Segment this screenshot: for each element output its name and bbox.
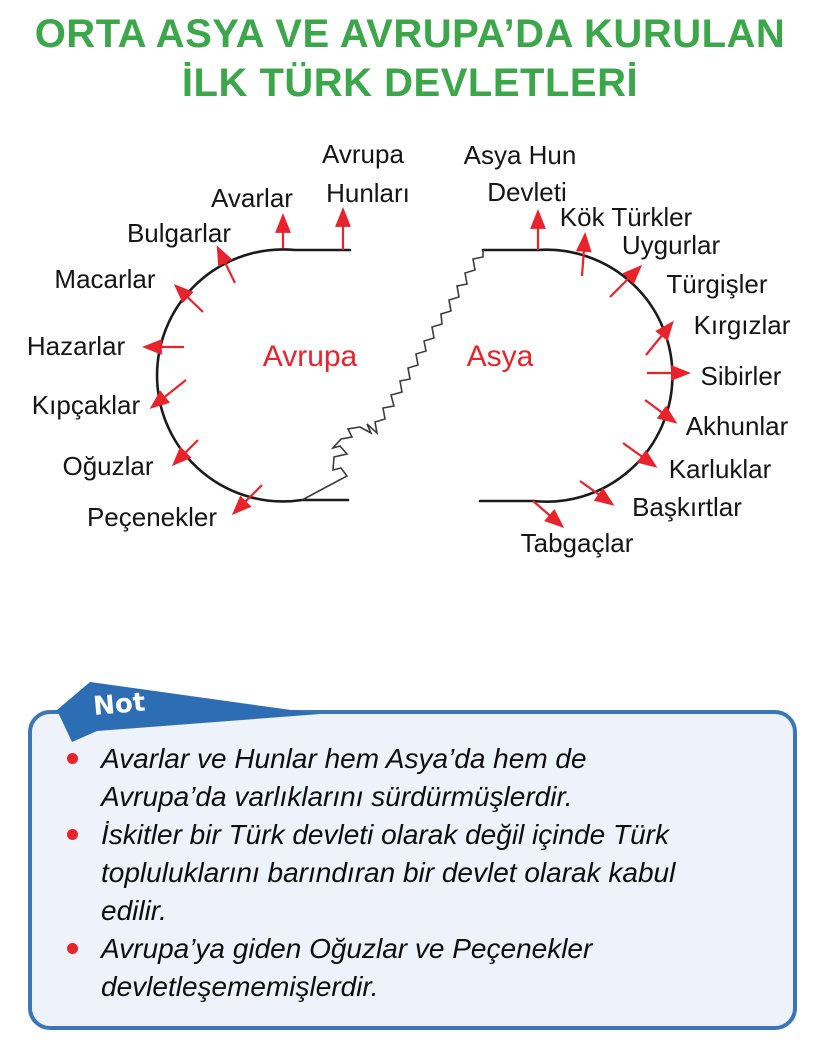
note-content <box>65 740 695 1006</box>
bullet-icon <box>67 753 78 764</box>
asia-region-label: Asya <box>466 340 534 373</box>
note-item <box>65 740 695 816</box>
label-asya-hun-line1: Asya Hun <box>463 140 577 170</box>
label-avrupa-hunlari-line2: Hunları <box>326 178 410 208</box>
label-macarlar: Macarlar <box>54 264 156 294</box>
label-akhunlar: Akhunlar <box>685 411 789 441</box>
label-uygurlar: Uygurlar <box>621 230 721 260</box>
label-turgisler: Türgişler <box>666 269 768 299</box>
tear-edge <box>302 250 483 500</box>
asia-half-shape <box>480 250 672 502</box>
label-oguzlar: Oğuzlar <box>62 451 154 481</box>
arrow-tabgaclar <box>533 501 562 526</box>
note-item <box>65 816 695 930</box>
bullet-icon <box>67 943 78 954</box>
label-karluklar: Karluklar <box>668 454 772 484</box>
label-avrupa-hunlari-line1: Avrupa <box>322 139 404 169</box>
note-item-text: İskitler bir Türk devleti olarak değil içinde Türk topluluklarını barındıran bir devlet olarak kabul edilir. <box>101 819 676 926</box>
label-bulgarlar: Bulgarlar <box>126 218 232 248</box>
arrow-uygurlar <box>610 267 640 297</box>
note-banner <box>40 670 340 750</box>
europe-region-label: Avrupa <box>262 340 358 373</box>
label-asya-hun-line2: Devleti <box>487 177 567 207</box>
europe-half-shape <box>157 249 350 501</box>
page-title <box>0 10 820 108</box>
note-item-text: Avrupa’ya giden Oğuzlar ve Peçenekler devletleşememişlerdir. <box>101 933 593 1002</box>
arrow-baskirtlar <box>580 481 612 504</box>
label-pecenekler: Peçenekler <box>86 502 218 532</box>
arrow-kok-turkler <box>582 235 585 276</box>
label-sibirler: Sibirler <box>700 361 782 391</box>
label-hazarlar: Hazarlar <box>26 331 126 361</box>
label-baskirtlar: Başkırtlar <box>632 492 742 522</box>
label-kirgizlar: Kırgızlar <box>693 310 791 340</box>
note-item <box>65 930 695 1006</box>
label-avarlar: Avarlar <box>211 183 293 213</box>
label-kok-turkler: Kök Türkler <box>559 202 693 232</box>
bullet-icon <box>67 829 78 840</box>
page-title-line2: İLK TÜRK DEVLETLERİ <box>181 61 639 105</box>
page-title-line1: ORTA ASYA VE AVRUPA’DA KURULAN <box>34 12 786 56</box>
label-kipcaklar: Kıpçaklar <box>31 390 141 420</box>
note-item-text: Avarlar ve Hunlar hem Asya’da hem de Avrupa’da varlıklarını sürdürmüşlerdir. <box>101 743 587 812</box>
torn-circle-diagram <box>0 128 820 598</box>
note-banner-label: Not <box>91 687 147 722</box>
label-tabgaclar: Tabgaçlar <box>520 528 634 558</box>
